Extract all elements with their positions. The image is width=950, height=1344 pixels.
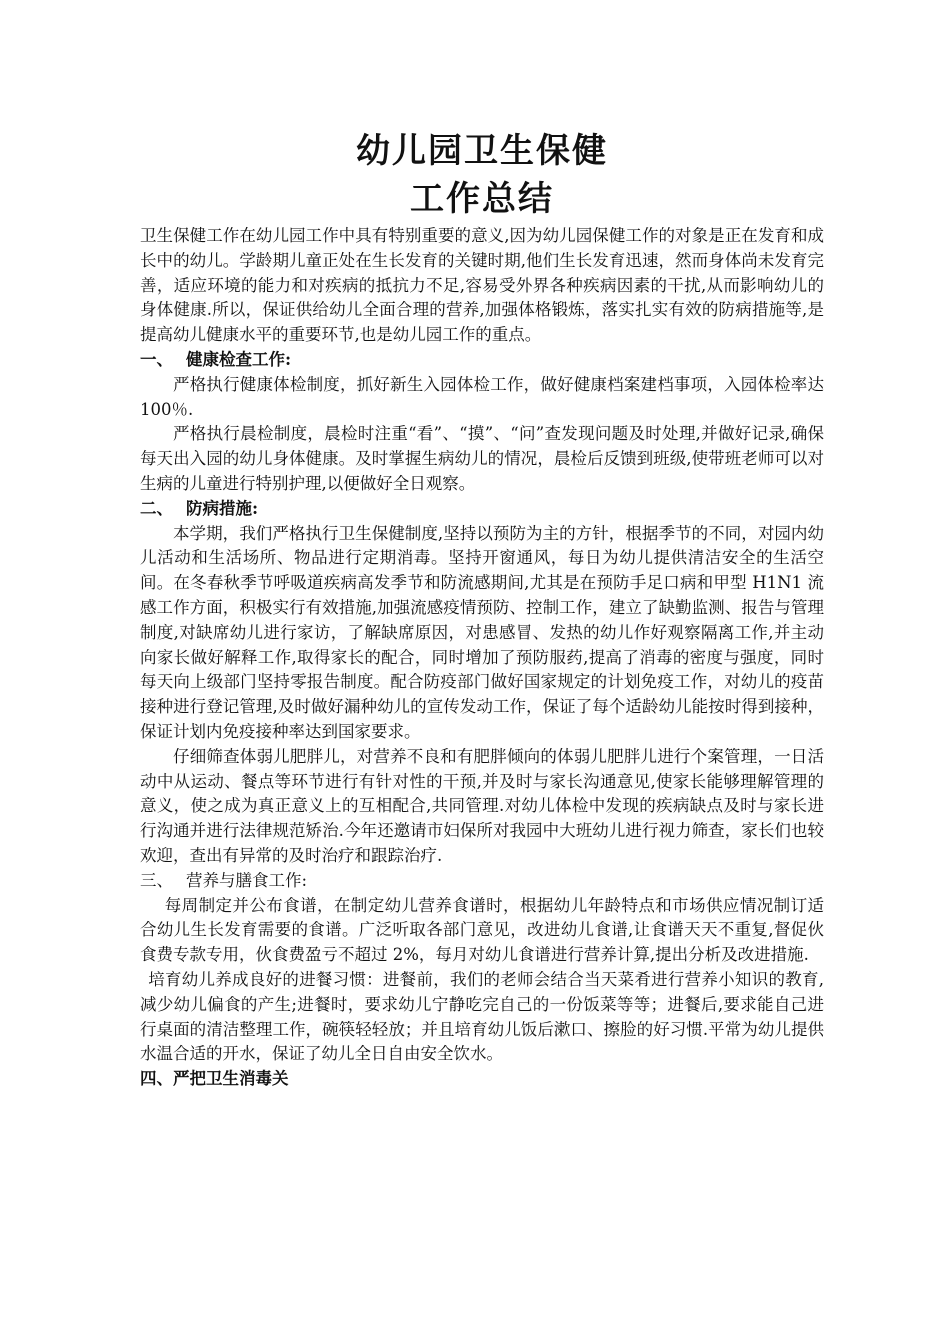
section-title: 营养与膳食工作:: [186, 870, 308, 890]
section-heading-sanitation: 四、严把卫生消毒关: [140, 1069, 289, 1089]
section3-paragraph-2: 培育幼儿养成良好的进餐习惯：进餐前，我们的老师会结合当天菜肴进行营养小知识的教育,减少幼儿偏食的产生;进餐时，要求幼儿宁静吃完自己的一份饭菜等等；进餐后,要求能自己进行桌面的清洁整理工作，碗筷轻轻放；并且培育幼儿饭后漱口、擦脸的好习惯.平常为幼儿提供水温合适的开水，保证了幼儿全日自由安全饮水。: [140, 969, 824, 1064]
section1-paragraph-1: 严格执行健康体检制度，抓好新生入园体检工作，做好健康档案建档事项，入园体检率达 100％.: [140, 374, 824, 419]
document-title-line1: 幼儿园卫生保健: [356, 131, 608, 171]
document-page: [140, 128, 824, 1092]
section3-paragraph-1: 每周制定并公布食谱，在制定幼儿营养食谱时，根据幼儿年龄特点和市场供应情况制订适合幼儿生长发育需要的食谱。广泛听取各部门意见，改进幼儿食谱,让食谱天天不重复,督促伙食费专款专用，伙食费盈亏不超过 2%，每月对幼儿食谱进行营养计算,提出分析及改进措施.: [140, 895, 824, 965]
section-heading-nutrition: [140, 869, 824, 894]
section-number: 二、: [140, 498, 173, 518]
section-title: 防病措施:: [186, 498, 259, 518]
section-heading-disease-prevention: [140, 497, 824, 522]
section-title: 健康检查工作:: [186, 349, 292, 369]
section1-paragraph-2: 严格执行晨检制度，晨检时注重“看”、“摸”、“问”查发现问题及时处理,并做好记录,确保每天出入园的幼儿身体健康。及时掌握生病幼儿的情况，晨检后反馈到班级,使带班老师可以对生病的儿童进行特别护理,以便做好全日观察。: [140, 424, 824, 493]
section2-paragraph-2: 仔细筛查体弱儿肥胖儿，对营养不良和有肥胖倾向的体弱儿肥胖儿进行个案管理，一日活动中从运动、餐点等环节进行有针对性的干预,并及时与家长沟通意见,使家长能够理解管理的意义，使之成为真正意义上的互相配合,共同管理.对幼儿体检中发现的疾病缺点及时与家长进行沟通并进行法律规范矫治.今年还邀请市妇保所对我园中大班幼儿进行视力筛查，家长们也较欢迎，查出有异常的及时治疗和跟踪治疗.: [140, 746, 824, 865]
document-title-line2: 工作总结: [410, 179, 554, 219]
section-number: 三、: [140, 870, 173, 890]
intro-paragraph: 卫生保健工作在幼儿园工作中具有特别重要的意义,因为幼儿园保健工作的对象是正在发育和成长中的幼儿。学龄期儿童正处在生长发育的关键时期,他们生长发育迅速，然而身体尚未发育完善，适应环境的能力和对疾病的抵抗力不足,容易受外界各种疾病因素的干扰,从而影响幼儿的身体健康.所以，保证供给幼儿全面合理的营养,加强体格锻炼，落实扎实有效的防病措施等,是提高幼儿健康水平的重要环节,也是幼儿园工作的重点。: [140, 226, 824, 345]
section-number: 一、: [140, 349, 173, 369]
section-heading-health-check: [140, 348, 824, 373]
section2-paragraph-1: 本学期，我们严格执行卫生保健制度,坚持以预防为主的方针，根据季节的不同，对园内幼儿活动和生活场所、物品进行定期消毒。坚持开窗通风，每日为幼儿提供清洁安全的生活空间。在冬春秋季节呼吸道疾病高发季节和防流感期间,尤其是在预防手足口病和甲型 H1N1 流感工作方面，积极实行有效措施,加强流感疫情预防、控制工作，建立了缺勤监测、报告与管理制度,对缺席幼儿进行家访，了解缺席原因，对患感冒、发热的幼儿作好观察隔离工作,并主动向家长做好解释工作,取得家长的配合，同时增加了预防服药,提高了消毒的密度与强度，同时每天向上级部门坚持零报告制度。配合防疫部门做好国家规定的计划免疫工作，对幼儿的疫苗接种进行登记管理,及时做好漏种幼儿的宣传发动工作，保证了每个适龄幼儿能按时得到接种，保证计划内免疫接种率达到国家要求。: [140, 523, 824, 741]
